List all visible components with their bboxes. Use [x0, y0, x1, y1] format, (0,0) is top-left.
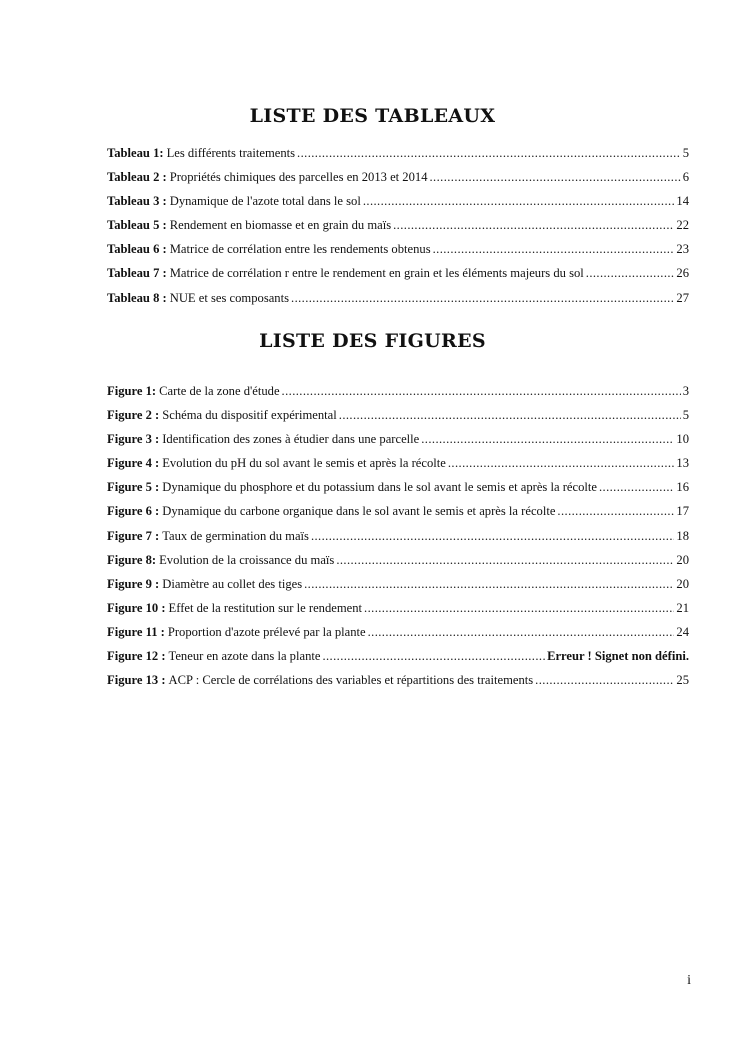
entry-label: Tableau 1: — [107, 146, 164, 160]
entry-title: Evolution de la croissance du maïs — [159, 552, 335, 567]
entry-title: Evolution du pH du sol avant le semis et après la récolte — [162, 456, 446, 471]
entry-title: Teneur en azote dans la plante — [168, 649, 321, 664]
entry-title: Schéma du dispositif expérimental — [162, 408, 337, 423]
entry-label: Figure 4 : — [107, 456, 160, 471]
entry-title: Les différents traitements — [166, 146, 296, 160]
entry-title: Rendement en biomasse et en grain du maïs — [169, 218, 392, 233]
entry-page-error: Erreur ! Signet non défini. — [547, 649, 689, 664]
dot-leader — [535, 673, 674, 688]
dot-leader — [448, 456, 675, 471]
entry-label: Tableau 7 : — [107, 266, 167, 281]
figure-entry-13[interactable] — [107, 673, 689, 697]
entry-title: Propriétés chimiques des parcelles en 2013 et 2014 — [169, 170, 428, 185]
entry-title: Diamètre au collet des tiges — [162, 576, 303, 591]
entry-page: 26 — [676, 266, 689, 281]
figure-entry-5[interactable] — [107, 480, 689, 504]
entry-title: ACP : Cercle de corrélations des variables et répartitions des traitements — [168, 673, 534, 688]
entry-title: Proportion d'azote prélevé par la plante — [167, 624, 366, 639]
dot-leader — [364, 601, 674, 616]
entry-page: 20 — [676, 576, 689, 591]
dot-leader — [586, 266, 675, 281]
entry-page: 24 — [676, 624, 689, 639]
entry-label: Tableau 3 : — [107, 194, 167, 209]
dot-leader — [421, 432, 674, 447]
dot-leader — [291, 291, 674, 306]
entry-label: Figure 1: — [107, 384, 157, 398]
table-entry-7[interactable] — [107, 266, 689, 290]
table-entry-3[interactable] — [107, 194, 689, 218]
entry-title: Taux de germination du maïs — [162, 528, 309, 543]
entry-page: 6 — [682, 170, 689, 185]
table-entry-8[interactable] — [107, 291, 689, 315]
dot-leader — [433, 242, 675, 257]
figure-entry-7[interactable] — [107, 529, 689, 553]
figure-entry-11[interactable] — [107, 625, 689, 649]
entry-title: Dynamique de l'azote total dans le sol — [169, 194, 361, 209]
entry-title: Dynamique du phosphore et du potassium dans le sol avant le semis et après la récolte — [162, 480, 597, 495]
table-entry-1[interactable] — [107, 146, 689, 170]
entry-label: Figure 7 : — [107, 528, 160, 543]
figure-entry-12[interactable] — [107, 649, 689, 673]
entry-page: 23 — [676, 242, 689, 257]
entry-title: Matrice de corrélation r entre le rendement en grain et les éléments majeurs du sol — [169, 266, 584, 281]
dot-leader — [430, 170, 681, 185]
entry-title: Identification des zones à étudier dans une parcelle — [162, 432, 420, 447]
entry-page: 10 — [676, 432, 689, 447]
entry-page: 17 — [676, 504, 689, 519]
entry-label: Tableau 6 : — [107, 242, 167, 257]
entry-label: Figure 5 : — [107, 480, 160, 495]
entry-label: Figure 13 : — [107, 673, 166, 688]
entry-label: Figure 6 : — [107, 504, 160, 519]
entry-page: 25 — [676, 673, 689, 688]
dot-leader — [599, 480, 674, 495]
dot-leader — [557, 504, 674, 519]
list-of-figures-heading: LISTE DES FIGURES — [259, 330, 486, 352]
table-entry-6[interactable] — [107, 242, 689, 266]
figure-entry-6[interactable] — [107, 504, 689, 528]
entry-title: Effet de la restitution sur le rendement — [168, 600, 363, 615]
entry-title: Dynamique du carbone organique dans le sol avant le semis et après la récolte — [162, 504, 556, 519]
entry-label: Figure 11 : — [107, 624, 165, 639]
entry-label: Tableau 8 : — [107, 290, 167, 305]
dot-leader — [339, 408, 681, 423]
figure-entry-10[interactable] — [107, 601, 689, 625]
dot-leader — [393, 218, 674, 233]
entry-page: 5 — [682, 146, 689, 160]
page-number: i — [687, 973, 691, 988]
entry-label: Figure 10 : — [107, 600, 166, 615]
dot-leader — [336, 553, 674, 568]
dot-leader — [363, 194, 675, 209]
entry-label: Figure 3 : — [107, 432, 160, 447]
figure-entry-2[interactable] — [107, 408, 689, 432]
entry-page: 27 — [676, 290, 689, 305]
dot-leader — [282, 384, 681, 399]
entry-label: Figure 2 : — [107, 408, 160, 423]
table-entry-5[interactable] — [107, 218, 689, 242]
dot-leader — [322, 649, 545, 664]
dot-leader — [297, 146, 681, 161]
list-of-tables — [107, 146, 689, 315]
entry-page: 14 — [676, 194, 689, 209]
entry-label: Tableau 2 : — [107, 170, 167, 185]
entry-title: NUE et ses composants — [169, 290, 290, 305]
entry-title: Carte de la zone d'étude — [159, 384, 280, 398]
figure-entry-3[interactable] — [107, 432, 689, 456]
entry-label: Tableau 5 : — [107, 218, 167, 233]
dot-leader — [368, 625, 675, 640]
entry-page: 16 — [676, 480, 689, 495]
figure-entry-8[interactable] — [107, 553, 689, 577]
entry-page: 3 — [682, 384, 689, 398]
entry-page: 13 — [676, 456, 689, 471]
list-of-tables-heading: LISTE DES TABLEAUX — [249, 105, 496, 127]
figure-entry-4[interactable] — [107, 456, 689, 480]
list-of-figures — [107, 384, 689, 697]
figure-entry-9[interactable] — [107, 577, 689, 601]
entry-page: 21 — [676, 600, 689, 615]
figure-entry-1[interactable] — [107, 384, 689, 408]
dot-leader — [304, 577, 674, 592]
dot-leader — [311, 529, 674, 544]
entry-title: Matrice de corrélation entre les rendements obtenus — [169, 242, 431, 257]
entry-label: Figure 9 : — [107, 576, 160, 591]
entry-page: 22 — [676, 218, 689, 233]
entry-label: Figure 12 : — [107, 649, 166, 664]
entry-page: 5 — [682, 408, 689, 423]
entry-page: 20 — [676, 552, 689, 567]
entry-page: 18 — [676, 528, 689, 543]
table-entry-2[interactable] — [107, 170, 689, 194]
entry-label: Figure 8: — [107, 552, 157, 567]
